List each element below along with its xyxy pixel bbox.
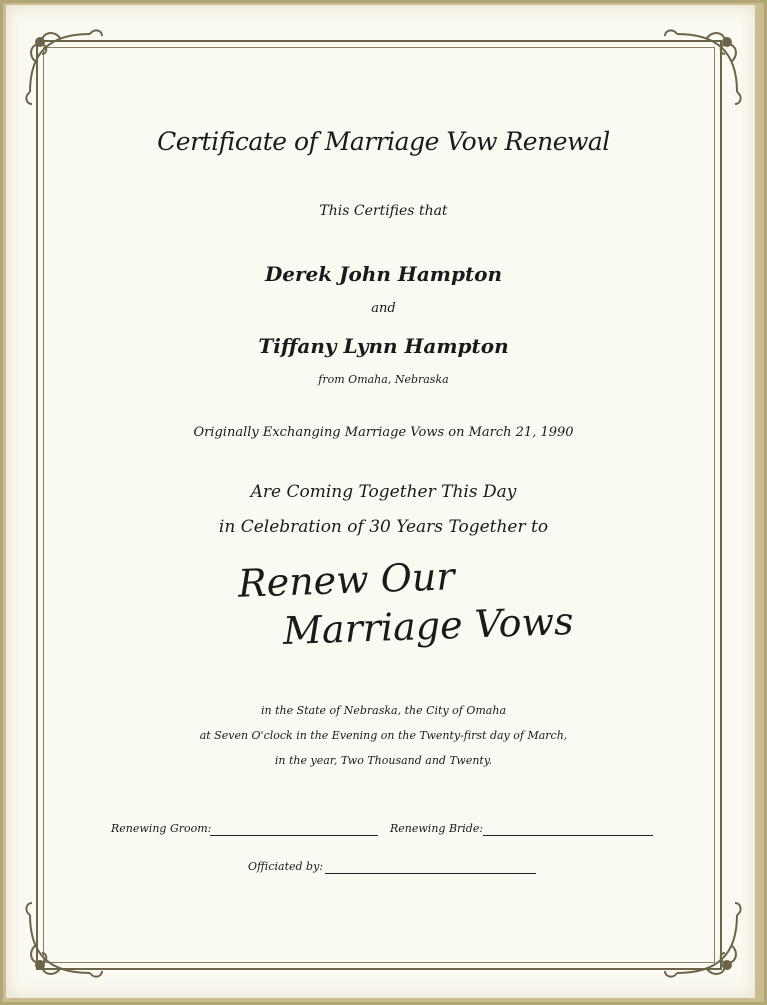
coming-together-text: Are Coming Together This Day [250, 482, 517, 502]
bride-name: Tiffany Lynn Hampton [258, 334, 509, 358]
ceremony-year-text: in the year, Two Thousand and Twenty. [274, 754, 493, 767]
groom-signature-label: Renewing Groom: [111, 822, 212, 835]
corner-flourish-top-right [657, 22, 747, 112]
groom-name: Derek John Hampton [264, 262, 503, 286]
officiant-signature-line[interactable] [325, 873, 536, 874]
corner-flourish-bottom-left [20, 895, 110, 985]
celebration-text: in Celebration of 30 Years Together to [218, 517, 549, 537]
renew-heading-line1: Renew Our [237, 554, 456, 606]
original-vows-text: Originally Exchanging Marriage Vows on March 21, 1990 [193, 425, 574, 440]
bride-signature-line[interactable] [483, 835, 653, 836]
bride-signature-label: Renewing Bride: [390, 822, 484, 835]
ceremony-time-text: at Seven O'clock in the Evening on the Twenty-first day of March, [199, 729, 568, 742]
hometown-text: from Omaha, Nebraska [318, 373, 449, 386]
and-text: and [371, 301, 396, 316]
groom-signature-line[interactable] [210, 835, 378, 836]
officiant-signature-label: Officiated by: [248, 860, 323, 873]
location-text: in the State of Nebraska, the City of Omaha [260, 704, 506, 717]
corner-flourish-top-left [20, 22, 110, 112]
certifies-text: This Certifies that [319, 203, 448, 219]
certificate-title: Certificate of Marriage Vow Renewal [157, 127, 610, 156]
corner-flourish-bottom-right [657, 895, 747, 985]
renew-heading-line2: Marriage Vows [282, 598, 575, 654]
